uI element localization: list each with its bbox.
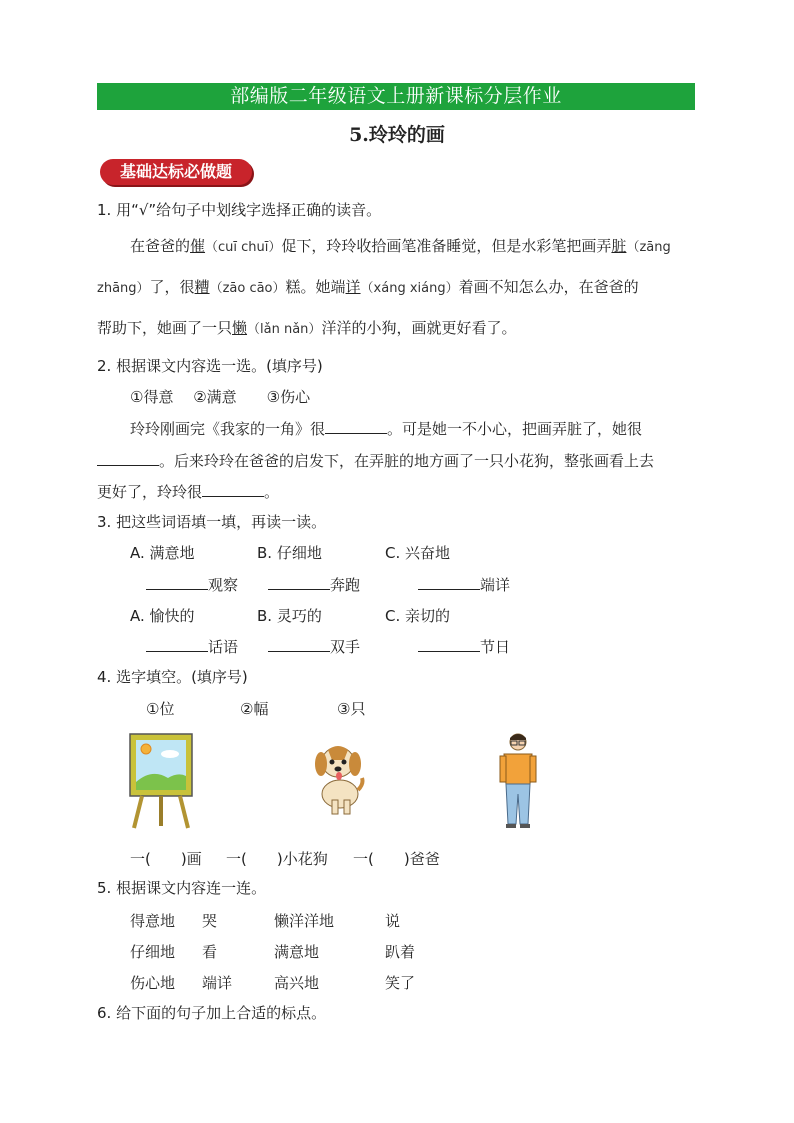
q4-option: ①位	[146, 700, 175, 718]
q4-option: ②幅	[240, 700, 269, 718]
q6-prompt: 6. 给下面的句子加上合适的标点。	[97, 1004, 327, 1022]
q3-prompt: 3. 把这些词语填一填，再读一读。	[97, 513, 327, 531]
answer-blank[interactable]	[418, 637, 480, 652]
q1-line2: zhāng）了，很糟（zāo cāo）糕。她端详（xáng xiáng）着画不知怎么办，在爸爸的	[97, 278, 639, 296]
match-word[interactable]: 端详	[202, 974, 233, 992]
match-word[interactable]: 看	[202, 943, 218, 961]
q4-blank-item: 一( )爸爸	[353, 850, 440, 868]
page-title: 5.玲玲的画	[349, 124, 445, 146]
q3-fill-item: 端详	[418, 574, 510, 595]
q2-prompt: 2. 根据课文内容选一选。(填序号)	[97, 357, 323, 375]
q2-line3: 更好了，玲玲很 。	[97, 483, 280, 501]
answer-blank[interactable]	[202, 482, 264, 497]
answer-blank[interactable]	[418, 575, 480, 590]
q3-option: C. 亲切的	[385, 607, 451, 625]
painting-easel-icon	[128, 732, 196, 830]
q4-prompt: 4. 选字填空。(填序号)	[97, 668, 248, 686]
answer-blank[interactable]	[146, 637, 208, 652]
q3-fill-item: 话语	[146, 636, 238, 657]
answer-blank[interactable]	[97, 451, 159, 466]
father-icon	[496, 732, 540, 830]
q3-option: B. 仔细地	[257, 544, 322, 562]
answer-blank[interactable]	[325, 419, 387, 434]
match-word[interactable]: 说	[385, 912, 401, 930]
q3-option: B. 灵巧的	[257, 607, 322, 625]
q3-fill-item: 奔跑	[268, 574, 360, 595]
match-word[interactable]: 笑了	[385, 974, 416, 992]
q3-option: A. 愉快的	[130, 607, 195, 625]
q4-option: ③只	[337, 700, 366, 718]
match-word[interactable]: 懒洋洋地	[274, 912, 335, 930]
series-banner: 部编版二年级语文上册新课标分层作业	[97, 83, 695, 110]
q3-fill-item: 观察	[146, 574, 238, 595]
q3-option: C. 兴奋地	[385, 544, 451, 562]
q4-blank-item: 一( )小花狗	[226, 850, 328, 868]
q2-options: ①得意 ②满意 ③伤心	[130, 388, 311, 406]
q4-blank-item: 一( )画	[130, 850, 202, 868]
q2-line2: 。后来玲玲在爸爸的启发下，在弄脏的地方画了一只小花狗，整张画看上去	[97, 451, 654, 471]
match-word[interactable]: 高兴地	[274, 974, 320, 992]
q5-prompt: 5. 根据课文内容连一连。	[97, 879, 267, 897]
answer-blank[interactable]	[268, 637, 330, 652]
match-word[interactable]: 满意地	[274, 943, 320, 961]
answer-blank[interactable]	[268, 575, 330, 590]
q3-fill-item: 节日	[418, 636, 510, 657]
section-badge: 基础达标必做题	[100, 159, 252, 185]
match-word[interactable]: 仔细地	[130, 943, 176, 961]
q2-line1: 玲玲刚画完《我家的一角》很 。可是她一不小心，把画弄脏了，她很	[130, 420, 643, 438]
q3-fill-item: 双手	[268, 636, 360, 657]
q1-line3: 帮助下，她画了一只懒（lǎn nǎn）洋洋的小狗，画就更好看了。	[97, 319, 517, 337]
q3-option: A. 满意地	[130, 544, 195, 562]
match-word[interactable]: 得意地	[130, 912, 176, 930]
puppy-icon	[306, 738, 366, 816]
match-word[interactable]: 趴着	[385, 943, 416, 961]
match-word[interactable]: 伤心地	[130, 974, 176, 992]
match-word[interactable]: 哭	[202, 912, 218, 930]
q1-prompt: 1. 用“√”给句子中划线字选择正确的读音。	[97, 201, 382, 219]
answer-blank[interactable]	[146, 575, 208, 590]
q1-line1: 在爸爸的催（cuī chuī）促下，玲玲收拾画笔准备睡觉，但是水彩笔把画弄脏（zāng	[130, 237, 671, 255]
